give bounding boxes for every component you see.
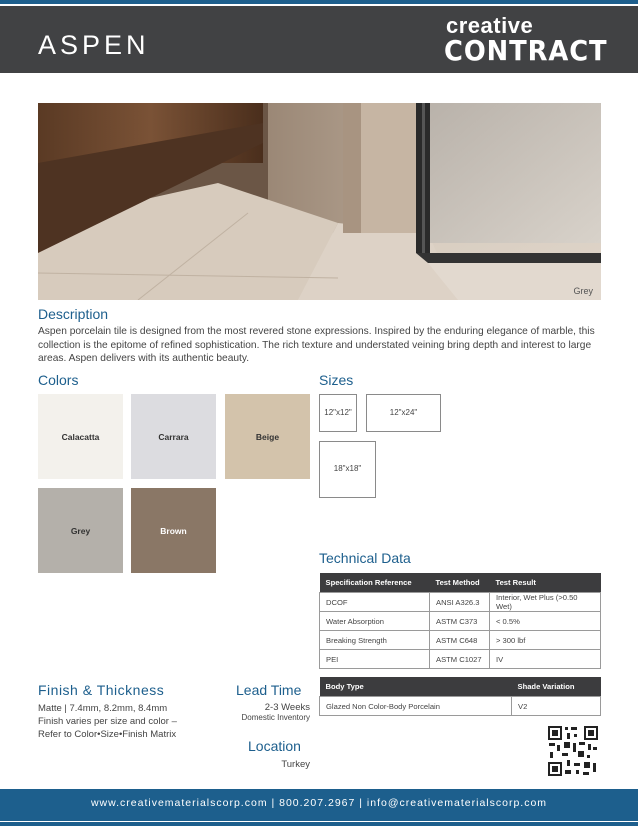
description-heading: Description — [38, 306, 109, 322]
technical-table — [319, 573, 601, 669]
table-header-cell: Test Method — [430, 573, 490, 593]
table-row — [320, 650, 601, 669]
size-box-12x12 — [319, 394, 357, 432]
table-cell: ASTM C1027 — [430, 650, 490, 669]
body-type-table — [319, 677, 601, 716]
size-box-18x18 — [319, 441, 376, 498]
table-cell: Glazed Non Color-Body Porcelain — [320, 697, 512, 716]
color-swatch-carrara — [131, 394, 216, 479]
table-header-row — [320, 573, 601, 593]
lead-time-note: Domestic Inventory — [241, 713, 310, 722]
top-accent-line — [0, 0, 638, 4]
color-swatch-label: Brown — [160, 525, 187, 536]
size-box-12x24 — [366, 394, 441, 432]
color-swatch-brown — [131, 488, 216, 573]
table-cell: ASTM C648 — [430, 631, 490, 650]
location-heading: Location — [248, 738, 301, 754]
location-value: Turkey — [281, 759, 310, 770]
sizes-heading: Sizes — [319, 372, 354, 388]
table-row — [320, 697, 601, 716]
table-header-cell: Specification Reference — [320, 573, 430, 593]
color-swatch-beige — [225, 394, 310, 479]
footer-contact[interactable]: www.creativematerialscorp.com | 800.207.2967 | info@creativematerialscorp.com — [90, 797, 548, 809]
table-cell: IV — [490, 650, 601, 669]
finish-line-3: Refer to Color•Size•Finish Matrix — [38, 729, 177, 740]
logo-text-bottom: CONTRACT — [444, 34, 608, 67]
colors-heading: Colors — [38, 372, 79, 388]
color-swatch-label: Calacatta — [61, 431, 100, 442]
description-text: Aspen porcelain tile is designed from the most revered stone expressions. Inspired by the enduring elegance of marble, this collection is the epitome of refined sophistication. The rich texture and understated veining bring depth and interest to large areas. Aspen delivers with its authentic beauty. — [38, 326, 595, 364]
table-cell: DCOF — [320, 593, 430, 612]
table-row — [320, 593, 601, 612]
size-label: 12"x12" — [324, 408, 352, 417]
table-row — [320, 631, 601, 650]
color-swatch-label: Beige — [255, 431, 280, 442]
logo-text-top: creative — [446, 13, 534, 38]
finish-heading: Finish & Thickness — [38, 682, 165, 698]
lead-time-value: 2-3 Weeks — [264, 702, 310, 713]
table-header-cell: Shade Variation — [512, 677, 601, 697]
hero-illustration — [38, 103, 601, 300]
finish-line-2: Finish varies per size and color – — [38, 716, 177, 727]
table-cell: PEI — [320, 650, 430, 669]
technical-heading: Technical Data — [319, 550, 411, 566]
table-cell: ANSI A326.3 — [430, 593, 490, 612]
size-label: 18"x18" — [333, 464, 362, 473]
table-cell: V2 — [512, 697, 601, 716]
color-swatch-calacatta — [38, 394, 123, 479]
qr-code[interactable] — [547, 725, 599, 777]
finish-line-1: Matte | 7.4mm, 8.2mm, 8.4mm — [38, 703, 168, 714]
lead-time-heading: Lead Time — [236, 682, 302, 698]
table-cell: Breaking Strength — [320, 631, 430, 650]
hero-image — [38, 103, 601, 300]
table-cell: < 0.5% — [490, 612, 601, 631]
page-title: ASPEN — [38, 30, 150, 60]
color-swatch-grey — [38, 488, 123, 573]
table-cell: Water Absorption — [320, 612, 430, 631]
table-header-cell: Test Result — [490, 573, 601, 593]
bottom-accent-line — [0, 822, 638, 826]
color-swatch-label: Grey — [70, 525, 91, 536]
color-swatch-label: Carrara — [158, 431, 189, 442]
table-cell: Interior, Wet Plus (>0.50 Wet) — [490, 593, 601, 612]
table-header-cell: Body Type — [320, 677, 512, 697]
size-label: 12"x24" — [389, 408, 418, 417]
table-header-row — [320, 677, 601, 697]
hero-caption: Grey — [573, 286, 593, 296]
table-cell: > 300 lbf — [490, 631, 601, 650]
table-cell: ASTM C373 — [430, 612, 490, 631]
table-row — [320, 612, 601, 631]
